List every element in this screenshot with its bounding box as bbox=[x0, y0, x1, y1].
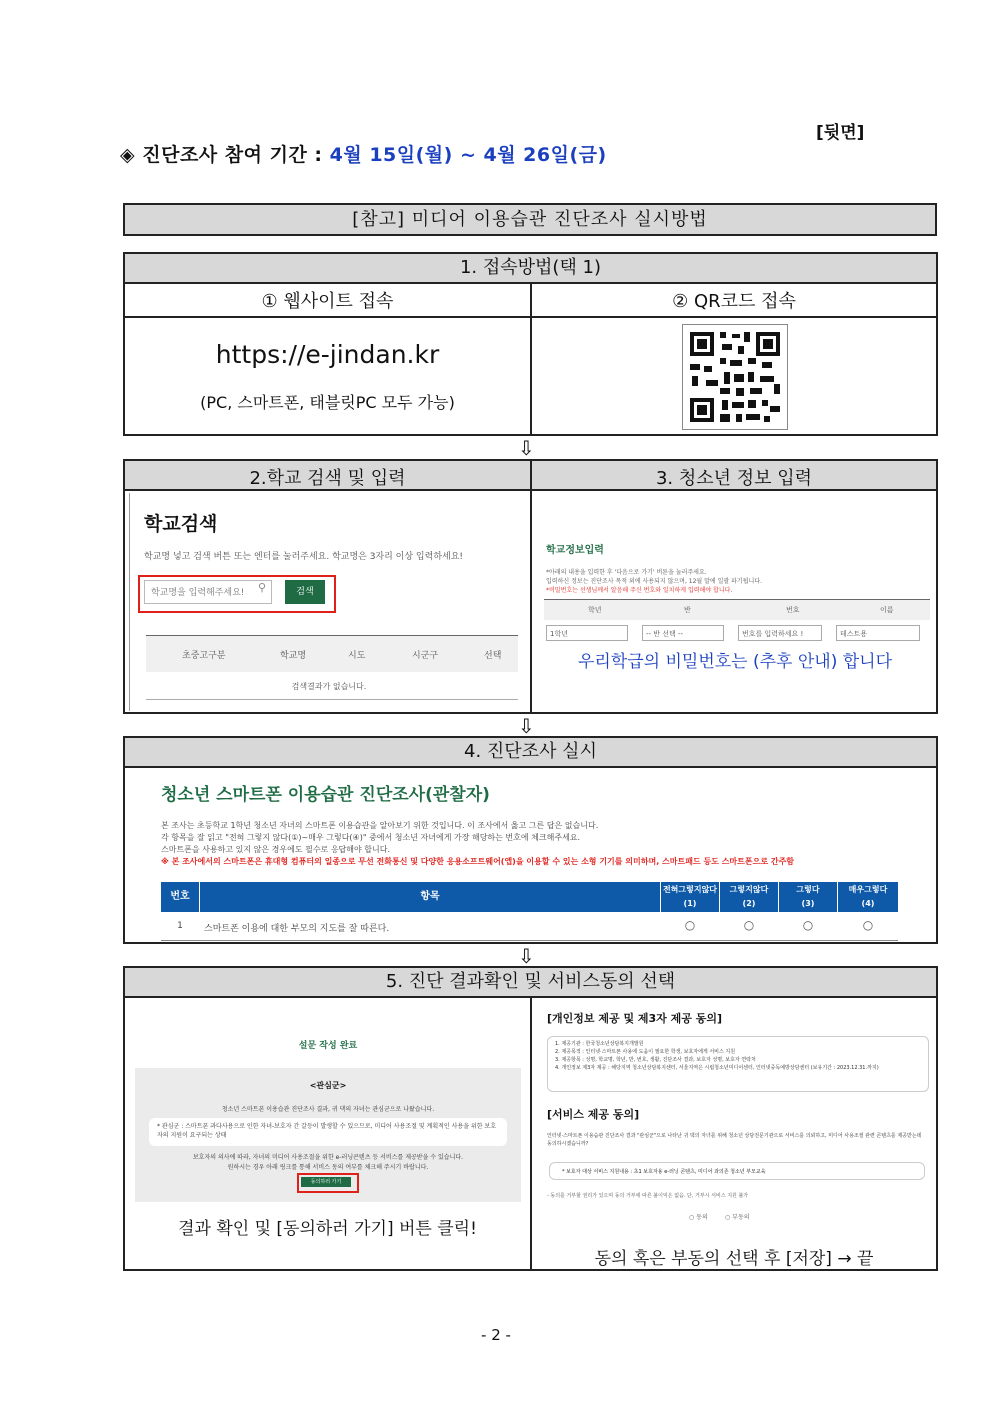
search-button[interactable]: 검색 bbox=[285, 580, 325, 604]
result-group: <관심군> bbox=[309, 1081, 347, 1090]
radio-opt4[interactable]: ○ bbox=[862, 918, 874, 932]
result-line: 청소년 스마트폰 이용습관 진단조사 결과, 귀 댁의 자녀는 관심군으로 나왔습니다. bbox=[221, 1106, 435, 1113]
col-class: 반 bbox=[684, 606, 691, 614]
qr-code-icon[interactable] bbox=[682, 324, 788, 430]
name-input[interactable]: 테스트용 bbox=[836, 625, 920, 641]
col-school-name: 학교명 bbox=[280, 651, 307, 661]
disagree-radio[interactable]: ○ 부동의 bbox=[725, 1214, 750, 1221]
device-note: (PC, 스마트폰, 태블릿PC 모두 가능) bbox=[200, 393, 455, 412]
student-info-screenshot bbox=[534, 493, 936, 709]
number-input[interactable]: 번호를 입력하세요 ! bbox=[738, 625, 822, 641]
radio-opt1[interactable]: ○ bbox=[684, 918, 696, 932]
grade-select[interactable]: 1학년 bbox=[546, 625, 628, 641]
step4-box bbox=[123, 736, 938, 944]
class-select[interactable]: -- 반 선택 -- bbox=[642, 625, 724, 641]
col-opt2: 그렇지않다 (2) bbox=[720, 882, 778, 912]
survey-title: 청소년 스마트폰 이용습관 진단조사(관찰자) bbox=[161, 785, 490, 805]
agree-radio[interactable]: ○ 동의 bbox=[689, 1214, 708, 1221]
school-search-input[interactable]: 학교명을 입력해주세요! bbox=[144, 580, 272, 604]
survey-warning: ※ 본 조사에서의 스마트폰은 휴대형 컴퓨터의 일종으로 무선 전화통신 및 다양한 응용소프트웨어(앱)을 이용할 수 있는 소형 기기를 의미하며, 스마트패드 등도 스마트폰으로 간주함 bbox=[161, 857, 795, 866]
info-note-3: *비밀번호는 선생님께서 알음해 주신 번호와 일치하게 입력해야 합니다. bbox=[546, 587, 733, 594]
down-arrow-icon: ⇩ bbox=[518, 944, 535, 968]
empty-result: 검색결과가 없습니다. bbox=[291, 682, 367, 691]
divider bbox=[530, 998, 532, 1269]
service-desc: 인터넷·스마트폰 이용습관 진단조사 결과 "관심군"으로 나타난 귀 댁의 자녀를 위해 청소년 상담전문기관으로 서비스를 의뢰하고, 미디어 사용조절 관련 콘텐츠를 제공받는데 동의하시겠습니까? bbox=[547, 1133, 922, 1147]
step3-header: 3. 청소년 정보 입력 bbox=[655, 468, 813, 489]
class-password-note: 우리학급의 비밀번호는 (추후 안내) 합니다 bbox=[577, 652, 893, 672]
participation-period bbox=[120, 140, 607, 167]
survey-complete-title: 설문 작성 완료 bbox=[298, 1041, 358, 1051]
privacy-consent-title: [개인정보 제공 및 제3자 제공 동의] bbox=[547, 1012, 722, 1025]
col-province: 시도 bbox=[348, 651, 366, 661]
col-item: 항목 bbox=[200, 882, 660, 912]
col-no: 번호 bbox=[161, 882, 199, 912]
service-support-box: * 보호자 대상 서비스 지원내용 : 초1 보호자용 e-러닝 콘텐츠, 미디어 과의존 청소년 부모교육 bbox=[549, 1162, 925, 1180]
row-item: 스마트폰 이용에 대한 부모의 지도를 잘 따른다. bbox=[204, 924, 390, 934]
step5-header: 5. 진단 결과확인 및 서비스동의 선택 bbox=[125, 968, 936, 998]
step1-header: 1. 접속방법(택 1) bbox=[125, 254, 936, 284]
divider bbox=[530, 461, 532, 712]
school-search-title: 학교검색 bbox=[144, 513, 218, 535]
qr-access-title: ② QR코드 접속 bbox=[672, 291, 796, 312]
search-icon: ⚲ bbox=[258, 581, 267, 594]
step5-box bbox=[123, 966, 938, 1271]
info-note-2: 입력하신 정보는 진단조사 목적 외에 사용되지 않으며, 12월 말에 일괄 파기됩니다. bbox=[546, 578, 762, 585]
school-search-screenshot bbox=[129, 493, 528, 711]
divider bbox=[146, 699, 518, 700]
consent-note: - 동의를 거부할 권리가 있으며 동의 거부에 따른 불이익은 없음. 단, 거부시 서비스 지원 불가 bbox=[547, 1193, 749, 1199]
survey-intro-3: 스마트폰을 사용하고 있지 않은 경우에도 필수로 응답해야 합니다. bbox=[161, 845, 390, 854]
col-opt1: 전혀그렇지않다 (1) bbox=[661, 882, 719, 912]
col-name: 이름 bbox=[880, 606, 894, 614]
col-district: 시군구 bbox=[412, 651, 439, 661]
school-info-title: 학교정보입력 bbox=[546, 545, 604, 556]
info-note-1: *아래의 내용을 입력한 후 '다음으로 가기' 버튼을 눌러주세요. bbox=[546, 569, 707, 576]
col-grade: 학년 bbox=[588, 606, 602, 614]
service-consent-title: [서비스 제공 동의] bbox=[547, 1108, 640, 1121]
radio-opt2[interactable]: ○ bbox=[743, 918, 755, 932]
result-definition: * 관심군 : 스마트폰 과다사용으로 인한 자녀-보호자 간 갈등이 발생할 수 있으므로, 미디어 사용조절 및 계획적인 사용을 위한 보호자의 지원이 요구되는 상태 bbox=[149, 1118, 507, 1146]
result-screenshot bbox=[135, 1000, 521, 1202]
diamond-bullet-icon: ◈ bbox=[120, 144, 136, 166]
consent-caption: 동의 혹은 부동의 선택 후 [저장] → 끝 bbox=[594, 1249, 874, 1269]
row-number: 1 bbox=[177, 921, 183, 931]
down-arrow-icon: ⇩ bbox=[518, 714, 535, 738]
col-opt4: 매우그렇다 (4) bbox=[838, 882, 898, 912]
step23-box bbox=[123, 459, 938, 714]
period-label: 진단조사 참여 기간 : bbox=[142, 144, 330, 166]
col-opt3: 그렇다 (3) bbox=[779, 882, 837, 912]
consent-screenshot bbox=[539, 1002, 935, 1232]
page-number: - 2 - bbox=[481, 1326, 511, 1344]
step4-header: 4. 진단조사 실시 bbox=[125, 738, 936, 768]
result-caption: 결과 확인 및 [동의하러 가기] 버튼 클릭! bbox=[178, 1219, 477, 1239]
website-url[interactable]: https://e-jindan.kr bbox=[215, 340, 440, 369]
guide-title: [참고] 미디어 이용습관 진단조사 실시방법 bbox=[123, 203, 937, 236]
col-school-level: 초중고구분 bbox=[182, 651, 226, 661]
col-number: 번호 bbox=[786, 606, 800, 614]
step1-box bbox=[123, 252, 938, 436]
survey-intro-2: 각 항목을 잘 읽고 "전혀 그렇지 않다(①)~매우 그렇다(④)" 중에서 청소년 자녀에게 가장 해당하는 번호에 체크해주세요. bbox=[161, 833, 581, 842]
survey-intro-1: 본 조사는 초등학교 1학년 청소년 자녀의 스마트폰 이용습관을 알아보기 위한 것입니다. 이 조사에서 옳고 그른 답은 없습니다. bbox=[161, 821, 599, 830]
privacy-items: 1. 제공기관 : 한국청소년상담복지개발원 2. 제공목적 : 인터넷·스마트폰 사용에 도움이 필요한 학생, 보호자에게 서비스 지원 3. 제공항목 : 성명, 학교명, 학년, 반, 번호, 생활, 진단조사 결과, 보호자 성명, 보호자 연락처 4. 개인정보 제3자 제공 : 해당지역 청소년상담복지센터, 서울지역은 시립청소년미디어센터, 인터넷중독예방상담센터 (보유기간 : 2023.12.31.까지) bbox=[555, 1041, 879, 1071]
period-value: 4월 15일(월) ~ 4월 26일(금) bbox=[329, 144, 607, 166]
down-arrow-icon: ⇩ bbox=[518, 436, 535, 460]
school-search-desc: 학교명 넣고 검색 버튼 또는 엔터를 눌러주세요. 학교명은 3자리 이상 입력하세요! bbox=[144, 552, 464, 562]
col-select: 선택 bbox=[484, 651, 502, 661]
back-side-label: [뒷면] bbox=[816, 123, 865, 143]
result-line-3: 원하시는 경우 아래 링크를 통해 서비스 동의 여부를 체크해 주시기 바랍니다. bbox=[227, 1164, 429, 1171]
go-agree-button[interactable]: 동의하러 가기 bbox=[301, 1177, 351, 1187]
website-access-title: ① 웹사이트 접속 bbox=[261, 291, 394, 312]
result-line-2: 보호자의 의사에 따라, 자녀의 미디어 사용조절을 위한 e-러닝콘텐츠 등 서비스를 제공받을 수 있습니다. bbox=[192, 1154, 464, 1161]
step2-header: 2.학교 검색 및 입력 bbox=[249, 468, 406, 489]
radio-opt3[interactable]: ○ bbox=[802, 918, 814, 932]
